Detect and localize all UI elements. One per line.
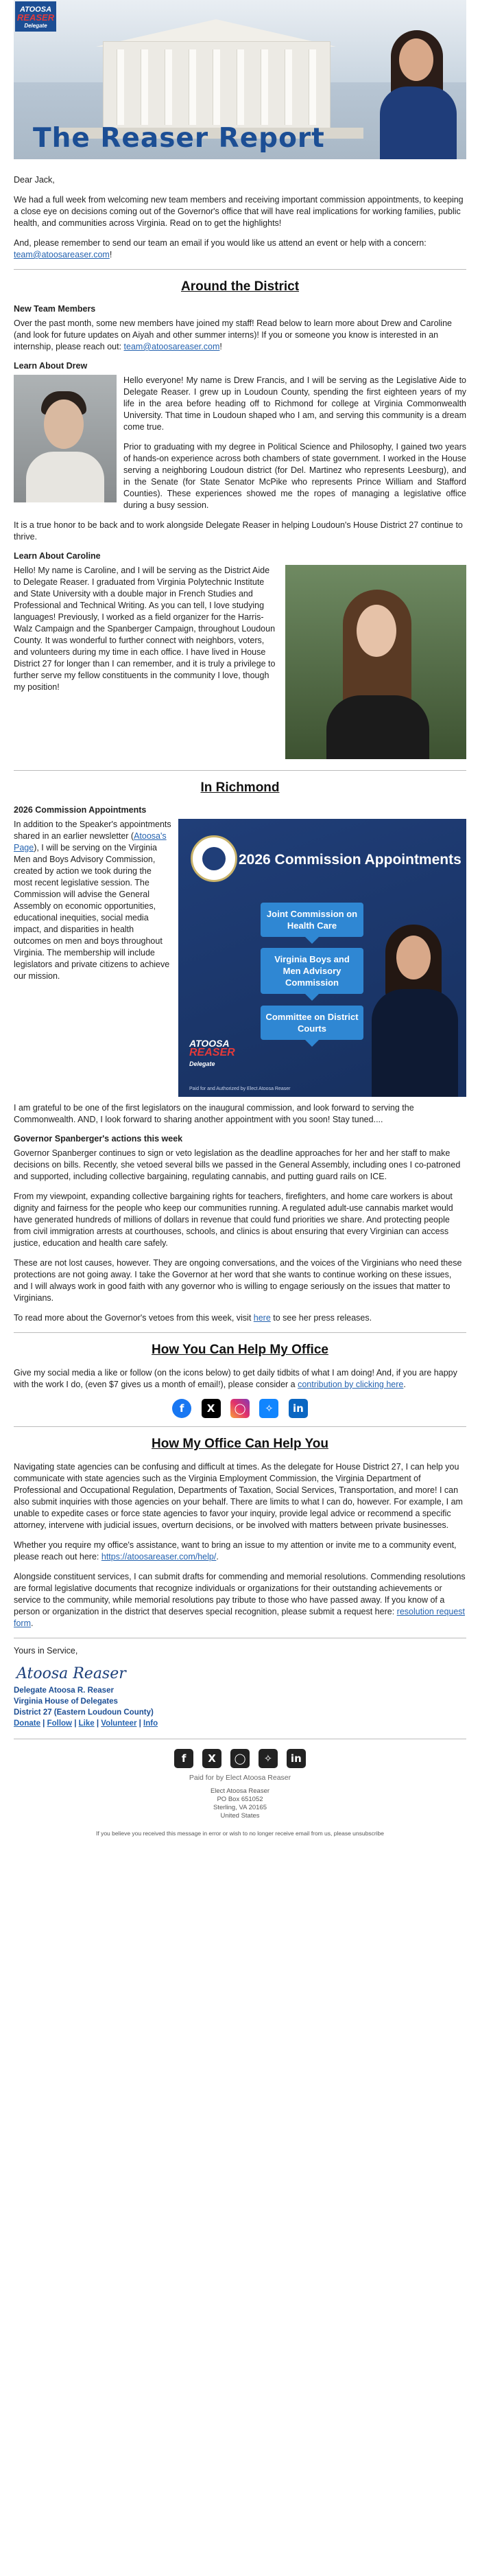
drew-paragraph-2: Prior to graduating with my degree in Political Science and Philosophy, I gained two years of hands-on experience across both chambers of state government. I worked in the House serving a neighboring Loudoun district (for Del. Martinez who represents Leesburg), and in the Senate (for State Senator McPike who represents Prince William and Stafford Counties). These experiences showed me the ropes of managing a legislative office during a busy session. [123,442,466,510]
facebook-icon[interactable]: f [174,1749,193,1768]
graphic-pill-health: Joint Commission on Health Care [261,903,363,937]
team-email-link-2[interactable]: team@atoosareaser.com [123,342,220,351]
facebook-icon[interactable]: f [172,1399,191,1418]
drew-title: Learn About Drew [14,361,88,371]
like-link[interactable]: Like [78,1719,95,1728]
signoff-links: Donate | Follow | Like | Volunteer | Info [14,1719,158,1728]
mailing-address: Elect Atoosa Reaser PO Box 651052 Sterling, VA 20165 United States [210,1787,270,1820]
drew-paragraph-1: Hello everyone! My name is Drew Francis, and I will be serving as the Legislative Aide to Delegate Reaser. I grew up in Loudoun County, spending the first eighteen years of my life in the area before heading off to Richmond for college at Virginia Commonwealth University. That time in Loudoun shaped who I am, and serving this community is a dream come true. [123,375,466,432]
bluesky-icon[interactable]: ✧ [259,1399,278,1418]
governor-paragraph-3: These are not lost causes, however. They are ongoing conversations, and the voices of the Virginians who need these protections are not going away. I take the Governor at her word that she wants to continue working on these issues, and I will always work in good faith with any governor who is willing to engage seriously on the issues that matter to Virginians. [14,1258,462,1303]
footer [14,1749,466,1837]
resolution-request-link[interactable]: resolution request form [14,1607,466,1628]
office-help-paragraph-1: Navigating state agencies can be confusing and difficult at times. As the delegate for House District 27, I can help you communicate with state agencies such as the Virginia Employment Commission, the Virginia Department of Professional and Occupational Regulation, Departments of Taxation, Social Services, Transportation, and more! I can also submit inquiries with those agencies on your behalf. There are limits to what I can do, however. For example, I am unable to expedite cases or force state agencies to favor your inquiry, provide legal advice or recommend a specific attorney, intervene with judicial issues, overturn decisions, or be involved with matters between private businesses. [14,1462,463,1530]
commission-paragraph-1: In addition to the Speaker's appointments shared in an earlier newsletter (Atoosa's Page), I will be serving on the Virginia Men and Boys Advisory Commission, created by action we took during the most recent legislative session. The Commission will advise the General Assembly on economic opportunities, educational inequities, social media impact, and disparities in health outcomes on men and boys throughout Virginia. The membership will include legislators and private citizens to achieve our mission. [14,820,171,981]
caroline-photo [285,565,466,759]
help-office-paragraph: Give my social media a like or follow (on the icons below) to get daily tidbits of what I am doing! And, if you are happy with the work I do, (even $7 gives us a month of email!), please consider a contribution by clicking here. [14,1368,457,1389]
commission-title: 2026 Commission Appointments [14,805,147,815]
vetoes-link[interactable]: here [253,1313,271,1323]
divider [14,1426,466,1427]
footer-social-icons [14,1749,466,1768]
section-heading-office-help: How My Office Can Help You [152,1437,328,1451]
new-team-paragraph: Over the past month, some new members have joined my staff! Read below to learn more about Drew and Caroline (and look for future updates on Aiyah and other summer interns)! If you or someone you know is interested in an internship, please reach out: team@atoosareaser.com! [14,318,452,351]
newsletter-title: The Reaser Report [33,123,325,154]
header-banner [14,0,466,159]
caroline-section [14,565,466,765]
commission-paragraph-2: I am grateful to be one of the first legislators on the inaugural commission, and look forward to serving the Commonwealth. AND, I look forward to sharing another appointment with you soon! Stay tuned.... [14,1103,414,1124]
paid-for-notice: Paid for by Elect Atoosa Reaser [189,1774,291,1782]
delegate-portrait [377,26,459,159]
delegate-portrait-graphic [369,920,461,1097]
drew-paragraph-3: It is a true honor to be back and to work alongside Delegate Reaser in helping Loudoun's House District 27 continue to thrive. [14,520,463,542]
governor-paragraph-2: From my viewpoint, expanding collective bargaining rights for teachers, firefighters, and home care workers is about dignity and fairness for the people who keep our communities running. A regulated adult-use cannabis market would have generated hundreds of millions of dollars in revenue that could fund priorities we share. And protecting people from civil immigration arrests at courthouses, schools, and clinics is about ensuring that every Virginian can access justice, education and health care safely. [14,1192,453,1248]
divider [14,770,466,771]
bluesky-icon[interactable]: ✧ [259,1749,278,1768]
signature: Atoosa Reaser [16,1665,126,1682]
newsletter [14,0,466,1837]
governor-paragraph-4: To read more about the Governor's vetoes from this week, visit here to see her press releases. [14,1313,372,1323]
drew-photo [14,375,117,502]
contribution-link[interactable]: contribution by clicking here [298,1380,404,1389]
x-icon[interactable]: X [202,1399,221,1418]
signature-block [14,1685,466,1729]
governor-paragraph-1: Governor Spanberger continues to sign or veto legislation as the deadline approaches for her and her staff to make decisions on bills. Recently, she vetoed several bills we passed in the General Assembly, including ones I co-patroned and supported, including collective bargaining, regulating cannabis, and putting guard rails on ICE. [14,1148,461,1181]
office-help-paragraph-3: Alongside constituent services, I can submit drafts for commending and memorial resolutions. Commending resolutions are formal legislative documents that recognize individuals or organizations for their outstanding achievements or service to the community, while memorial resolutions pay tribute to those who have passed away. If you know of a person or organization in the district that deserves special recognition, please submit a request here: resolution request form. [14,1572,466,1628]
section-heading-help-office: How You Can Help My Office [152,1343,328,1357]
house-name: Virginia House of Delegates [14,1697,118,1706]
social-icons [14,1399,466,1418]
office-help-paragraph-2: Whether you require my office's assistance, want to bring an issue to my attention or invite me to a community event, please reach out here: https://atoosareaser.com/help/. [14,1540,457,1562]
atoosas-page-link[interactable]: Atoosa's Page [14,831,167,852]
follow-link[interactable]: Follow [47,1719,73,1728]
divider [14,1332,466,1333]
delegate-name: Delegate Atoosa R. Reaser [14,1686,114,1695]
drew-section [14,375,466,520]
section-heading-district: Around the District [180,279,300,294]
help-url-link[interactable]: https://atoosareaser.com/help/ [101,1552,217,1562]
new-team-title: New Team Members [14,304,96,314]
virginia-seal-icon [191,835,237,882]
graphic-title: 2026 Commission Appointments [239,852,461,868]
graphic-paid-notice: Paid for and Authorized by Elect Atoosa Reaser [189,1087,291,1091]
contact-paragraph: And, please remember to send our team an email if you would like us attend an event or help with a concern: team@atoosareaser.com! [14,238,427,259]
unsubscribe-notice[interactable]: If you believe you received this message in error or wish to no longer receive email from us, please unsubscribe [95,1830,384,1837]
district-name: District 27 (Eastern Loudoun County) [14,1708,154,1717]
campaign-logo: ATOOSA REASER Delegate [15,1,56,32]
team-email-link[interactable]: team@atoosareaser.com [14,250,110,259]
x-icon[interactable]: X [202,1749,221,1768]
greeting: Dear Jack, [14,175,55,185]
graphic-logo: ATOOSA REASER Delegate [189,1038,235,1067]
commission-section [14,819,466,1102]
closing: Yours in Service, [14,1646,78,1656]
volunteer-link[interactable]: Volunteer [101,1719,137,1728]
section-heading-richmond: In Richmond [200,780,280,795]
donate-link[interactable]: Donate [14,1719,40,1728]
intro-paragraph: We had a full week from welcoming new team members and receiving important commission appointments, to keeping a close eye on decisions coming out of the Governor's office that will have real implications for working families, public health, and communities across Virginia. Read on to get the highlights! [14,195,464,228]
divider [14,269,466,270]
graphic-pill-courts: Committee on District Courts [261,1006,363,1040]
linkedin-icon[interactable]: in [289,1399,308,1418]
instagram-icon[interactable]: ◯ [230,1399,250,1418]
instagram-icon[interactable]: ◯ [230,1749,250,1768]
caroline-title: Learn About Caroline [14,551,101,561]
linkedin-icon[interactable]: in [287,1749,306,1768]
commission-graphic [178,819,466,1097]
graphic-pill-boys-men: Virginia Boys and Men Advisory Commission [261,948,363,994]
caroline-paragraph: Hello! My name is Caroline, and I will be serving as the District Aide to Delegate Reaser. I graduated from Virginia Polytechnic Institute and State University with a double major in French Studies and Professional and Technical Writing. As you can tell, I love studying languages! Previously, I worked as a field organizer for the Harris-Walz Campaign and the Spanberger Campaign, throughout Loudoun County. It was wonderful to further connect with neighbors, voters, and volunteers during my time in each office. I have lived in House District 27 for longer than I can remember, and it is truly a privilege to further serve my fellow constituents in the community I love, though my position! [14,566,276,692]
governor-title: Governor Spanberger's actions this week [14,1134,183,1144]
info-link[interactable]: Info [143,1719,158,1728]
